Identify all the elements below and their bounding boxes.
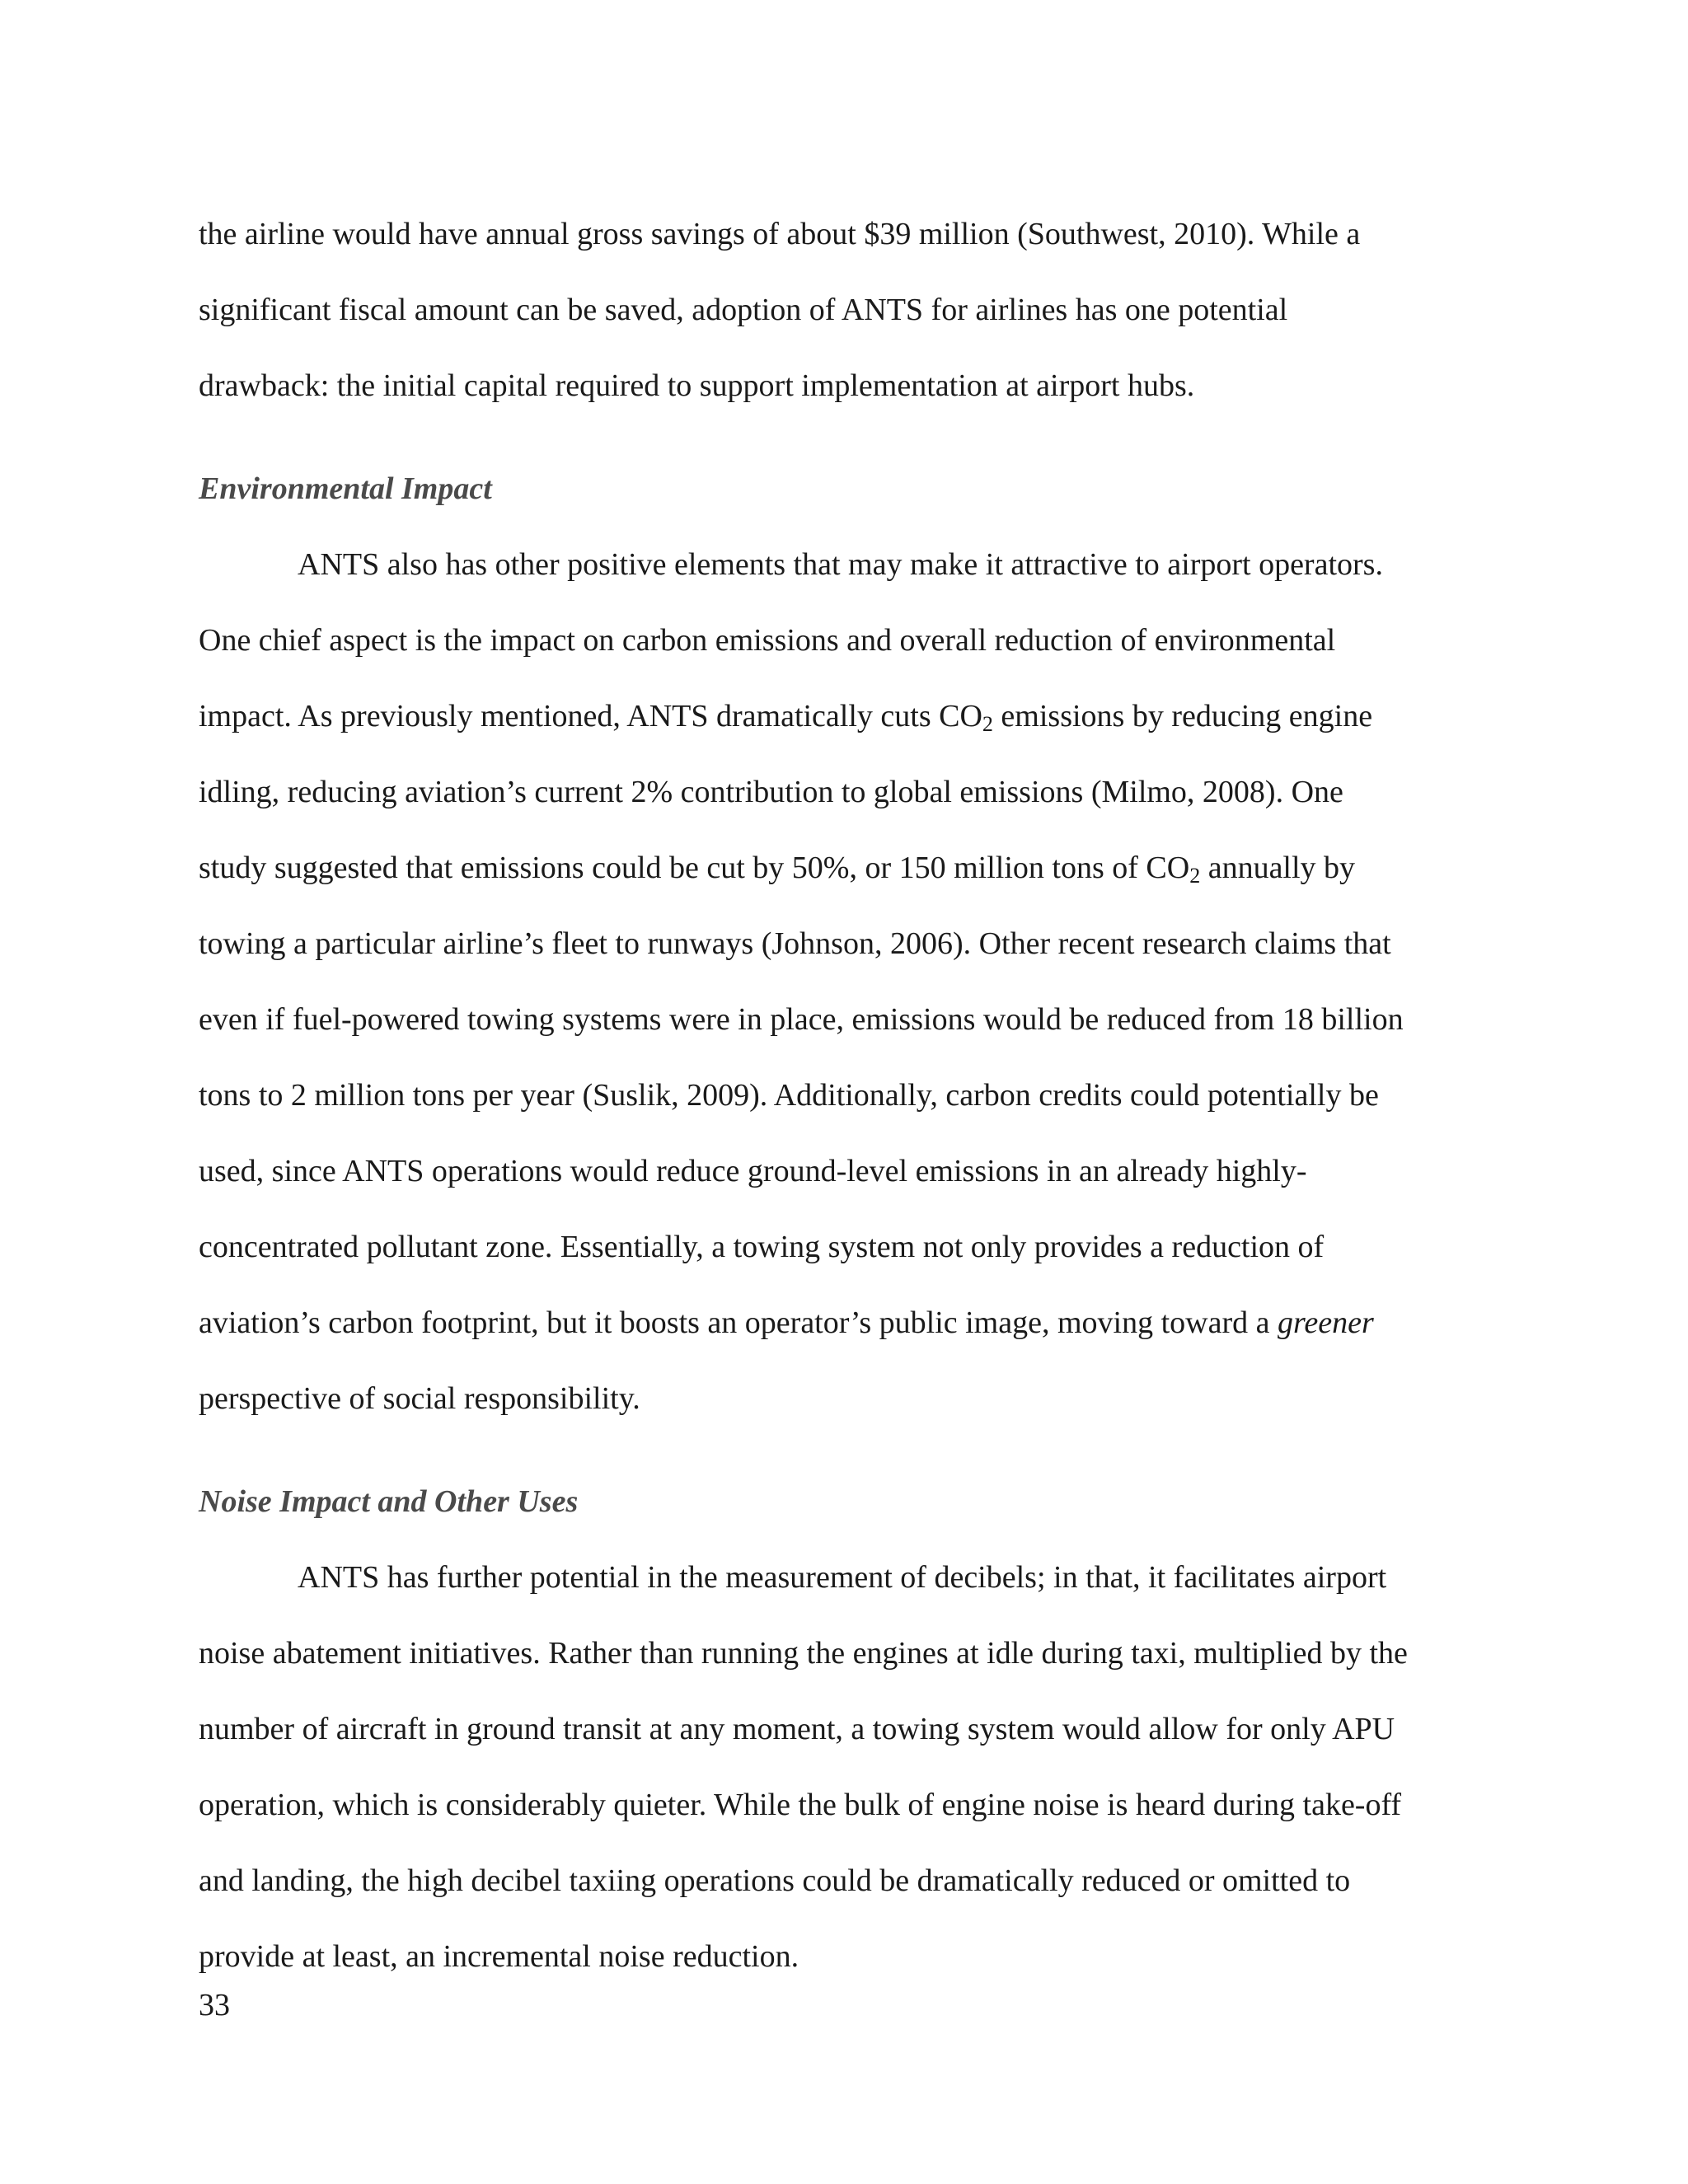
section-heading-noise-impact: Noise Impact and Other Uses <box>199 1484 579 1519</box>
text-line: and landing, the high decibel taxiing operations could be dramatically reduced or omitted to <box>199 1863 1351 1898</box>
text-line: towing a particular airline’s fleet to runways (Johnson, 2006). Other recent research claims that <box>199 926 1391 961</box>
text-fragment: annually by <box>1200 851 1356 885</box>
text-line: number of aircraft in ground transit at any moment, a towing system would allow for only APU <box>199 1712 1395 1746</box>
text-line: the airline would have annual gross savings of about $39 million (Southwest, 2010). While a <box>199 217 1361 251</box>
text-line: significant fiscal amount can be saved, adoption of ANTS for airlines has one potential <box>199 293 1288 327</box>
text-fragment: aviation’s carbon footprint, but it boosts an operator’s public image, moving toward a <box>199 1305 1278 1340</box>
text-line: operation, which is considerably quieter. While the bulk of engine noise is heard during take-off <box>199 1788 1402 1822</box>
text-fragment: emissions by reducing engine <box>992 699 1373 733</box>
subscript: 2 <box>1189 864 1201 888</box>
text-line <box>199 678 1501 754</box>
text-line: used, since ANTS operations would reduce ground-level emissions in an already highly- <box>199 1154 1307 1188</box>
text-line <box>199 830 1501 906</box>
text-line: concentrated pollutant zone. Essentially, a towing system not only provides a reduction of <box>199 1230 1325 1264</box>
page-number: 33 <box>199 1988 230 2022</box>
text-line: tons to 2 million tons per year (Suslik, 2009). Additionally, carbon credits could potentially be <box>199 1078 1379 1113</box>
text-line: idling, reducing aviation’s current 2% contribution to global emissions (Milmo, 2008). One <box>199 775 1343 809</box>
document-body <box>199 196 1501 1994</box>
text-fragment: impact. As previously mentioned, ANTS dramatically cuts CO <box>199 699 982 733</box>
text-line: One chief aspect is the impact on carbon emissions and overall reduction of environmental <box>199 623 1336 658</box>
text-line: ANTS also has other positive elements that may make it attractive to airport operators. <box>298 547 1383 582</box>
subscript: 2 <box>982 712 993 736</box>
text-line: ANTS has further potential in the measurement of decibels; in that, it facilitates airport <box>298 1560 1387 1595</box>
section-heading-environmental-impact: Environmental Impact <box>199 471 492 506</box>
environmental-impact-paragraph <box>199 527 1501 1436</box>
text-fragment: study suggested that emissions could be cut by 50%, or 150 million tons of CO <box>199 851 1190 885</box>
text-line: provide at least, an incremental noise reduction. <box>199 1939 799 1974</box>
text-line: drawback: the initial capital required to support implementation at airport hubs. <box>199 368 1195 403</box>
noise-impact-paragraph <box>199 1540 1501 1994</box>
text-line: noise abatement initiatives. Rather than running the engines at idle during taxi, multiplied by the <box>199 1636 1408 1671</box>
text-line <box>199 1285 1501 1361</box>
text-line: even if fuel-powered towing systems were in place, emissions would be reduced from 18 billion <box>199 1002 1404 1037</box>
intro-paragraph <box>199 196 1501 424</box>
text-line: perspective of social responsibility. <box>199 1381 640 1416</box>
emphasis: greener <box>1277 1305 1374 1340</box>
